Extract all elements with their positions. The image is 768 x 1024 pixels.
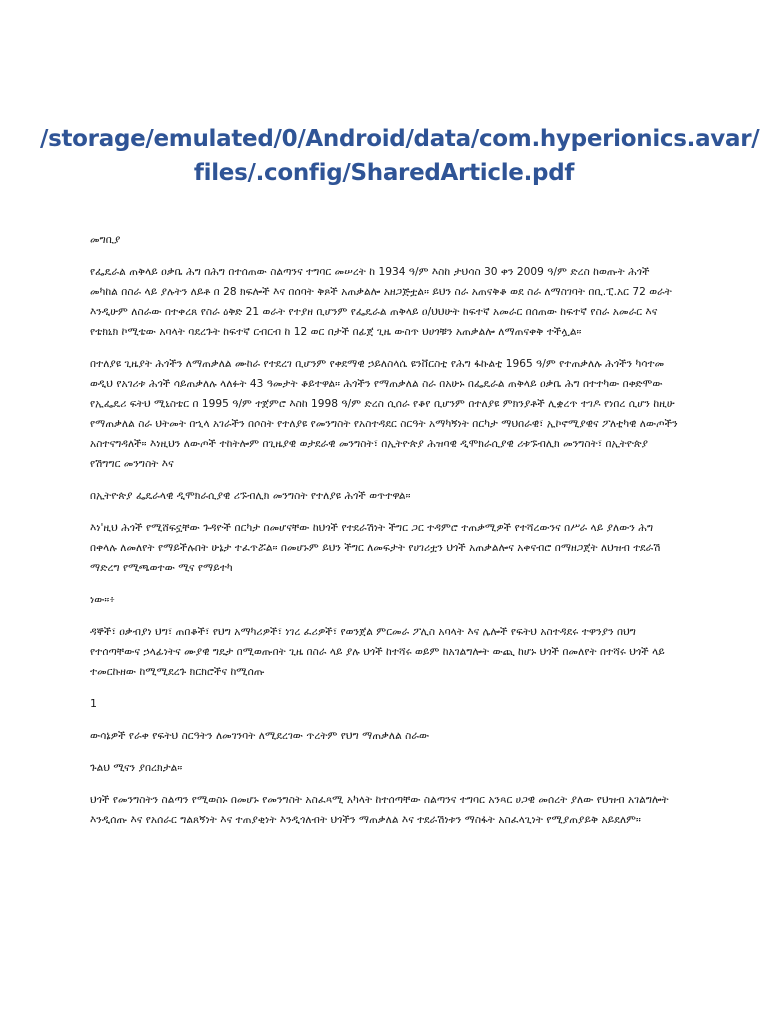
- paragraph: ውሳኔዎች የራቀ የፍትህ ስርዓትን ለመገንባት ለሚደረገው ጥረትም የህግ ማጠቃለል ስራው: [90, 730, 430, 742]
- paragraph: እነ'ዚህ ሕጎች የሚሸፍኗቸው ጉዳዮች በርካታ በመሆናቸው ከህጎች የተደራሽነት ችግር ጋር ተዳምሮ ተጠቃሚዎች የተሻረውንና በሥራ ላይ ያለውን ሕግ በቀላሉ ለመለየት የማይችሉበት ሁኔታ ተፈጥሯል። በመሆኑም ይህን ችግር ለመፍታት የሀገሪቷን ህጎች አጠቃልሎና አቀናብሮ በማዘጋጀት ለህዝብ ተደራሽ ማድረግ የሚጫወተው ሚና የማይተካ: [90, 522, 661, 574]
- section-heading: መግቢያ: [90, 234, 121, 246]
- paragraph: ጉልህ ሚናን ያበረክታል።: [90, 762, 183, 774]
- title-line-2: files/.config/SharedArticle.pdf: [193, 160, 575, 186]
- paragraph: ህጎች የመንግስትን ስልጣን የሚወስኑ በመሆኑ የመንግስት አስፈጻሚ አካላት ከተሰጣቸው ስልጣንና ተግባር አንጻር ሀጋዊ መሰረት ያለው የህዝብ አገልግሎት እንዲሰጡ እና የአሰራር ግልጸኝነት እና ተጠያቂነት እንዲጎለብት ህጎችን ማጠቃለል እና ተደራሽነቱን ማስፋት አስፈላጊነት የሚያጠያይቅ አይደለም።: [90, 794, 669, 826]
- page-number: 1: [90, 697, 97, 710]
- paragraph: ዳኞች፣ ዐቃብያነ ህግ፣ ጠበቆች፣ የህግ አማካሪዎች፣ ነገረ ፈሪዎች፣ የወንጀል ምርመራ ፖሊስ አባላት እና ሌሎች የፍትህ አስተዳደሩ ተዋንያን በህግ የተሰጣቸውና ኃላፊነትና ሙያዊ ግዴታ በሚወጡበት ጊዜ በስራ ላይ ያሉ ህጎች ከተሻሩ ወይም ከአገልግሎት ውጪ ከሆኑ ህጎች በመለየት በተሻሩ ህጎች ላይ ተመርኩዘው ከሚሚደረጉ ክርክሮችና ከሚሰጡ: [90, 626, 665, 678]
- paragraph: በኢትዮጵያ ፌዴራላዊ ዲሞክራሲያዊ ሪኙብሊክ መንግስት የተለያዩ ሕጎች ወጥተዋል።: [90, 490, 411, 502]
- title-line-1: /storage/emulated/0/Android/data/com.hyperionics.avar/: [40, 126, 760, 152]
- paragraph: የፌዴራል ጠቅላይ ዐቃቤ ሕግ በሕግ በተሰጠው ስልጣንና ተግባር መሠረት ከ 1934 ዓ/ም እስከ ታህሳስ 30 ቀን 2009 ዓ/ም ድረስ ከወጡት ሕጎች መካከል በስራ ላይ ያሉትን ለይቶ በ 28 ክፍሎች እና በሰባት ቅጾች አጠቃልሎ አዘጋጅቷል። ይህን ስራ አጠናቅቆ ወደ ስራ ለማስገባት በቢ.ፒ.አር 72 ወራት እንዲሁም ለስራው በተቀረጸ የስራ ዕቅድ 21 ወራት የተያዘ ቢሆንም የፌዴራል ጠቅላይ ዐ/ህህሁት ከፍተኛ አመራር በሰጠው ከፍተኛ የስራ አመራር እና የቴክኒክ ኮሚቴው አባላት ባደረጉት ከፍተኛ ርብርብ ከ 12 ወር በታች በፊጀ ጊዜ ውስጥ ህሀጎቹን አጠቃልሎ ለማጠናቀቅ ተችሏል።: [90, 266, 672, 338]
- paragraph: ነው።፥: [90, 594, 115, 606]
- paragraph: በተለያዩ ጊዜያት ሕጎችን ለማጠቃለል ሙከራ የተደረገ ቢሆንም የቀደማዊ ኃይለስላሴ ዩንቨርስቲ የሕግ ፋኩልቲ 1965 ዓ/ም የተጠቃለሉ ሕጎችን ካሳተመ ወዲህ የአገሪቱ ሕጎች ሳይጠቃለሉ ላለፉት 43 ዓመታት ቆይተዋል። ሕጎችን የማጠቃለል ስራ በአሁኑ በፌዴራል ጠቅላይ ዐቃቤ ሕግ በተተካው በቀድሞው የኢፌዴሪ ፍትህ ሚኒስቴር በ 1995 ዓ/ም ተጀምሮ እስከ 1998 ዓ/ም ድረስ ሲሰራ የቆየ ቢሆንም በተለያዩ ምክንያቶች ሊቋረጥ ተገዶ የነበረ ሲሆን ከዚሁ የማጠቃለል ስራ ህትመት በኂላ አገራችን በሶስት የተለያዩ የመንግስት የአስተዳደር ስርዓት አማካኝነት በርካታ ማህበራዊ፣ ኢኮኖሚያዊና ፖለቲካዊ ለውጦችን አስተናግዳለች። እነዚህን ለውጦች ተከትሎም በጊዜያዊ ወታደራዊ መንግስት፣ በኢትዮጵያ ሕዝባዊ ዲሞክራሲያዊ ሪቱኙብሊክ መንግስት፣ በኢትዮጵያ የሽግግር መንግስት እና: [90, 358, 678, 470]
- document-body: [90, 230, 678, 842]
- document-title: [40, 122, 760, 190]
